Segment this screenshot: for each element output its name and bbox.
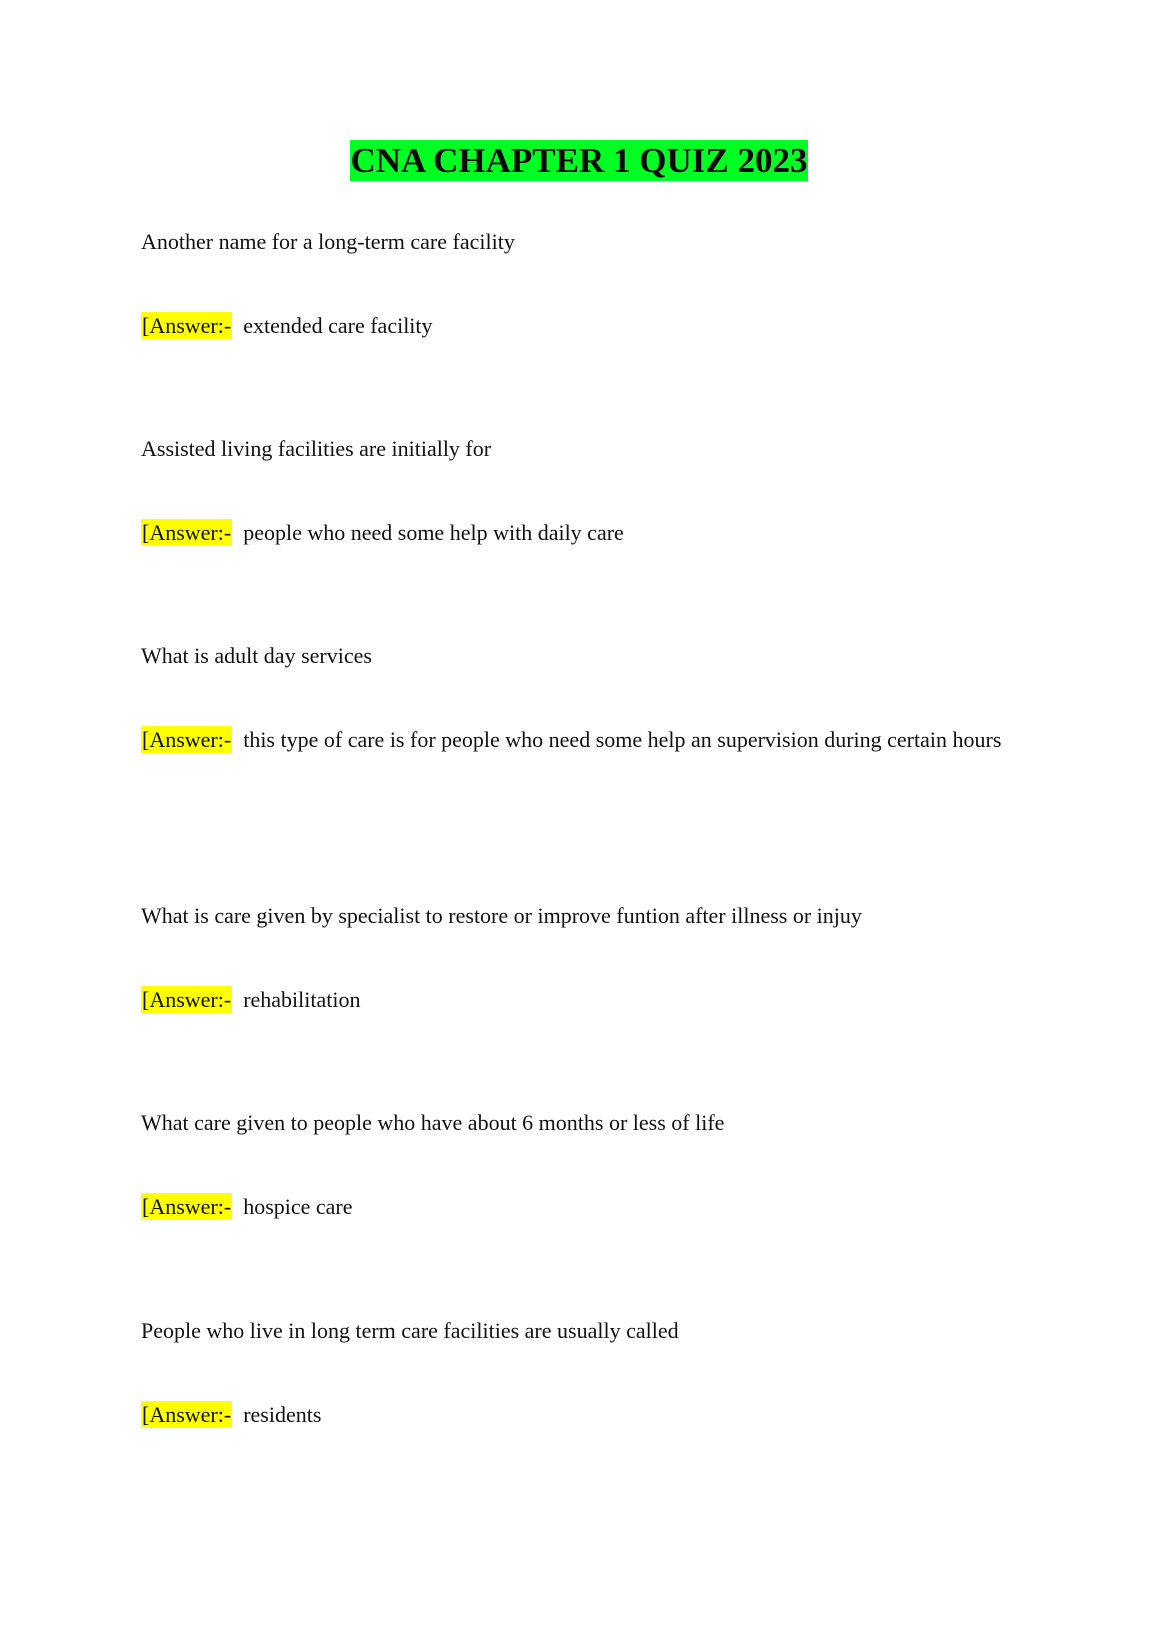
- title-container: [0, 140, 1158, 181]
- answer-label: [Answer:-: [142, 987, 232, 1012]
- question-text: What is care given by specialist to restore or improve funtion after illness or injuy: [141, 903, 862, 928]
- qa-item-4: [141, 903, 1021, 1012]
- answer-line: [141, 506, 1021, 559]
- question-text: Assisted living facilities are initially for: [141, 436, 492, 461]
- qa-item-6: [141, 1318, 1021, 1427]
- answer-label: [Answer:-: [142, 313, 232, 338]
- question-text: What is adult day services: [141, 643, 372, 668]
- answer-line: [141, 1180, 1021, 1233]
- qa-item-5: [141, 1110, 1021, 1219]
- answer-label: [Answer:-: [142, 1402, 232, 1427]
- answer-label: [Answer:-: [142, 520, 232, 545]
- answer-line: [141, 713, 1021, 766]
- answer-text: rehabilitation: [243, 987, 361, 1012]
- answer-line: [141, 1388, 1021, 1441]
- answer-text: extended care facility: [243, 313, 433, 338]
- question-text: What care given to people who have about 6 months or less of life: [141, 1110, 725, 1135]
- question-text: Another name for a long-term care facility: [141, 229, 515, 254]
- qa-item-1: [141, 229, 1021, 338]
- answer-line: [141, 299, 1021, 352]
- answer-text: residents: [243, 1402, 322, 1427]
- answer-label: [Answer:-: [142, 1194, 232, 1219]
- answer-text: hospice care: [243, 1194, 353, 1219]
- question-text: People who live in long term care facilities are usually called: [141, 1318, 679, 1343]
- page-title: CNA CHAPTER 1 QUIZ 2023: [350, 141, 808, 180]
- qa-item-2: [141, 436, 1021, 545]
- answer-text: this type of care is for people who need some help an supervision during certain hours: [243, 727, 1002, 752]
- answer-label: [Answer:-: [142, 727, 232, 752]
- answer-line: [141, 973, 1021, 1026]
- qa-item-3: [141, 643, 1021, 752]
- answer-text: people who need some help with daily care: [243, 520, 624, 545]
